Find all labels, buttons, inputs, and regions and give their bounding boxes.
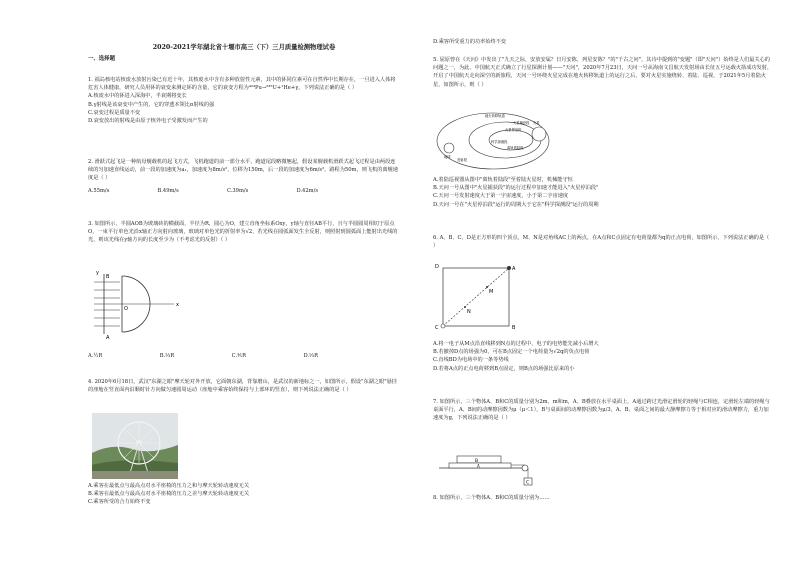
q5-label-earth: 地球 [444,155,451,159]
q3-semicircle-figure [94,268,184,340]
q5-label-parking: 火星停泊段 [505,128,522,132]
q5-option-b: B.天问一号从图中"火星捕获段"的运行过程中加速才能进入"火星停泊段" [433,185,599,192]
q2-option-a: A.55m/s [88,187,110,194]
q5-option-c: C.天问一号发射速度大于第一宇宙速度，小于第二宇宙速度 [433,193,569,200]
q3-label-a: A [106,335,110,340]
q7-label-b: B [475,459,479,464]
q5-option-d: D.天问一号在"火星停泊段"运行的周期大于它在"科学探测段"运行的周期 [433,201,599,208]
q6-label-c: C [435,325,439,331]
page-title: 2020-2021学年湖北省十堰市高三（下）三月质量检测物理试卷 [152,44,336,51]
q5-label-launch: 发射段 [457,158,467,162]
q6-label-d: D [435,264,439,270]
q4-option-a: A.乘客在最低点与最高点对水平座椅的压力之和与摩天轮转动速度无关 [88,483,250,489]
q1-stem: 1. 福岛核电站核废水放射污染已有近十年，其核废水中含有多种放射性元素，其中的钚同位素可在自然界中长期存在，一旦进入人体将危害人体健康，研究人员用钚的衰变来测定钚的含量，它的衰变方程为⁴²⁴Pu→²³⁵U+¹He+γ，下列说法正确的是（ ） [88,77,396,92]
q4-stem: 4. 2020年6月18日，武汉"东湖之眼"摩天轮对外开放，它面朝东湖，背靠磨山，是武汉的新地标之一，如图所示，假设"东湖之眼"悬挂的座舱在竖直面内沿顺时针方向做匀速圆周运动（座舱中乘客始终保持与上部环的竖直），则下列说法正确的是（ ） [88,379,397,394]
q6-options [433,340,773,373]
q6-label-b: B [512,325,516,331]
q2-option-b: B.49m/s [157,187,179,194]
q3-options [88,352,318,360]
q7-stem: 7. 如图所示，三个物体A、B和C的质量分别为2m、m和m，A、B叠放在水平桌面上，A通过跨过光滑定滑轮的轻绳与C相连，定滑轮左端的轻绳与桌面平行，A、B间的动摩擦因数为μ（μ＜1），B与桌面间的动摩擦因数为μ/3，A、B、桌面之间的最大静摩擦力等于相对应的滑动摩擦力，重力加速度为g，下列说法正确的是（ ） [433,399,770,422]
q5-option-a: A.着陆巡视器从图中"离轨着陆段"至着陆火星时，机械能守恒 [433,177,573,183]
q2-stem: 2. 滑跃式起飞是一种航母舰载机的起飞方式，飞机跑道的前一部分水平，跑道尾段略微翘起，假设某舰载机滑跃式起飞过程是由两段连续的匀加速直线运动，前一段的加速度为a₁，加速度为8m/s²，位移为150m，后一段的加速度为6m/s²，路程为50m，则飞机的离舰速度是（ ） [88,159,398,182]
q4-option-d: D.乘客所受重力的功率始终不变 [433,39,507,45]
question-5 [433,56,773,89]
q5-label-science: 科学探测段 [491,140,508,144]
question-1 [88,76,400,125]
q6-label-n: N [467,309,471,315]
q1-option-b: B.γ射线是该衰变中产生的，它的穿透本领比α射线的强 [88,101,215,108]
q3-option-d: D.⅓R [303,353,318,359]
q7-label-a: A [477,463,480,469]
q1-option-c: C.衰变过程是质量不变 [88,109,141,116]
q5-orbit-diagram [435,108,565,174]
q3-label-o: O [124,306,128,312]
q6-label-a: A [512,266,516,272]
q3-stem: 3. 如图所示，半圆AOB为玻璃砖的横截面，半径为R，圆心为O，建立直角坐标系Oxy，y轴与直径AB平行，且与半圆圆周相切于原点O，一束平行单色光沿x轴正方向射向玻璃，玻璃对单色光的折射率为√2，若光线在圆弧面发生全反射，则照射到圆弧面上能射出光线的光，则该光线在y轴方向的长度至少为（不考虑光的反射）（ ） [88,221,398,244]
q6-option-d: D.若将A点的正点电荷移到B点固定，则B点的场强比原来的小 [433,365,575,372]
q5-label-capture: 火星捕获段 [513,121,530,125]
ferris-wheel-photo [92,413,178,479]
q3-label-b: B [106,274,110,280]
q6-square-figure [435,260,519,332]
q2-option-c: C.39m/s [226,187,249,194]
q7-label-c: C [526,480,530,486]
question-7 [433,398,773,423]
question-8 [433,494,773,502]
q6-label-m: M [489,289,494,295]
q2-option-d: D.42m/s [296,187,318,194]
q1-option-d: D.衰变放出的射线是由原子核外电子受激发而产生的 [88,118,208,125]
q8-stem: 8. 如图所示，三个物体A、B和C的质量分别为…… [433,495,550,501]
q1-option-a: A.核废水中的钚进入深海中，半衰期将变长 [88,93,187,100]
question-4 [88,378,400,394]
question-3 [88,220,400,245]
question-6 [433,234,773,250]
q5-stem: 5. 屈原曾在《天问》中发出了"九天之际，安放安属？日月安陈，列星安陈？"的"千古之问"，其诗中提到的"变题"（即"天问"）始终是人们最关心的问题之一，为此，中国航天正式确立了行星探测计划——"天问"，2020年7月23日，天问一号从海南文昌航天发射场由长征五号运载火箭成功发射，开启了中国航天走向深空的新旅程，天问一号环绕火星完成在地火转移轨道上的运行之后，要对火星实施绕转、着陆、巡视，于2021年5月着陆火星，如图所示，则（ ） [433,57,773,88]
q5-options [433,176,773,209]
q7-pulley-figure [439,448,539,488]
question-2 [88,158,400,195]
q3-option-b: B.⅔R [159,353,175,359]
q4-option-b: B.乘客在最低点与最高点对水平座椅的压力之差与摩天轮转动速度无关 [88,491,250,498]
q6-option-c: C.直线BD为电场中的一条等势线 [433,357,509,364]
section-heading: 一、选择题 [88,56,115,62]
q3-option-c: C.⅘R [231,353,246,359]
q5-label-transfer: 地火转移轨道 [485,114,505,118]
q6-stem: 6. A、B、C、D是正方形的四个顶点，M、N是对角线AC上的两点，在A点和C点固定有电荷量都为q的正点电荷，如图所示，下列说法正确的是（ ） [433,235,770,250]
q3-label-y: y [96,270,99,276]
q3-option-a: A.½R [88,353,103,359]
q5-label-mars: 火星 [533,121,540,125]
q4-option-c: C.乘客所受的合力始终不变 [88,499,151,506]
q4-options [88,482,400,507]
q3-label-x: x [176,302,179,308]
q6-option-a: A.将一电子从M点沿直线移到N点的过程中，电子的电势能先减小后增大 [433,341,599,347]
q6-option-b: B.若撤掉D点的场强为0，可在B点固定一个电荷量为√2q的负点电荷 [433,349,590,356]
q5-label-landing: 离轨着陆段 [507,146,524,150]
